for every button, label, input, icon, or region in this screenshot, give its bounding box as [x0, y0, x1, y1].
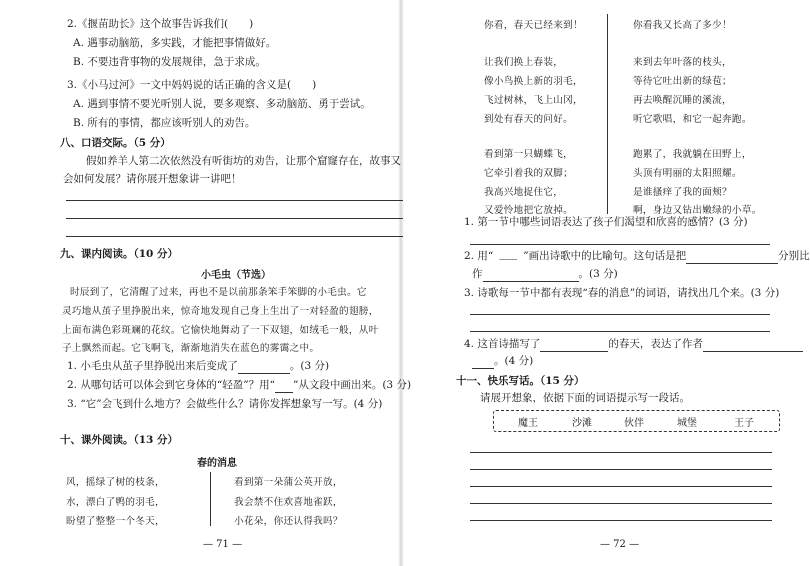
- q2-option-b: B. 不要违背事物的发展规律，急于求成。: [73, 56, 266, 68]
- column-divider: [210, 472, 211, 526]
- poem-line: 又爱怜地把它放掉。: [484, 205, 574, 216]
- s9-q2-text: 2. 从哪句话可以体会到它身体的“轻盈”？用“: [67, 379, 275, 391]
- section-10-title: 十、课外阅读。（13 分）: [60, 434, 179, 446]
- hint-word: 伙伴: [624, 418, 644, 429]
- s9-q2-rest: ”从文段中画出来。(3 分): [292, 379, 412, 391]
- poem-line: 飞过树林，飞上山冈，: [484, 95, 583, 106]
- poem-title: 春的消息: [197, 458, 237, 469]
- answer-line[interactable]: [66, 236, 403, 237]
- r-question-1: 1. 第一节中哪些词语表达了孩子们渴望和欣喜的感情？(3 分): [464, 216, 748, 228]
- q3-option-a: A. 遇到事情不要光听别人说，要多观察、多动脑筋、勇于尝试。: [73, 98, 371, 110]
- poem-line: 水，漂白了鸭的羽毛，: [66, 497, 165, 508]
- poem-line: 啊，身边又钻出嫩绿的小草。: [633, 205, 762, 216]
- s9-q1-text: 1. 小毛虫从茧子里挣脱出来后变成了: [67, 360, 238, 372]
- poem-line: 你看，春天已经来到！: [484, 20, 583, 31]
- poem-line: 等待它吐出新的绿苞；: [633, 76, 732, 87]
- answer-blank[interactable]: [540, 337, 608, 352]
- r-q4-score: 。(4 分): [494, 355, 534, 367]
- answer-line[interactable]: [470, 331, 770, 332]
- poem-line: 头顶有明丽的太阳照耀。: [633, 168, 742, 179]
- r-q2-text: 2. 用“: [464, 250, 494, 262]
- wavy-line-mark: ﹏﹏: [499, 252, 518, 262]
- poem-line: 到处有春天的问好。: [484, 114, 574, 125]
- poem-line: 再去唤醒沉睡的溪流，: [633, 95, 732, 106]
- poem-line: 盼望了整整一个冬天，: [66, 516, 165, 527]
- poem-line: 看到第一只蝴蝶飞，: [484, 149, 574, 160]
- q3-stem: 3.《小马过河》一文中妈妈说的话正确的含义是( ): [67, 79, 317, 91]
- article-line: 上面布满色彩斑斓的花纹。它愉快地舞动了一下双翅，如绒毛一般，从叶: [62, 325, 379, 336]
- hint-word: 魔王: [518, 418, 538, 429]
- r-question-4-cont: [472, 354, 533, 369]
- poem-line: 你看我又长高了多少！: [633, 20, 732, 31]
- r-question-4: [464, 337, 803, 352]
- poem-line: 看到第一朵蒲公英开放，: [234, 477, 343, 488]
- section-8-title: 八、口语交际。（5 分）: [60, 137, 171, 149]
- r-q2-text-3: 分别比: [778, 250, 810, 262]
- section-9-title: 九、课内阅读。（10 分）: [60, 248, 179, 260]
- r-question-2-cont: [472, 267, 618, 282]
- q3-option-b: B. 所有的事情，都应该听别人的劝告。: [73, 117, 256, 129]
- answer-line[interactable]: [66, 218, 403, 219]
- s9-question-1: [67, 359, 329, 374]
- page-number: — 71 —: [203, 539, 243, 550]
- answer-blank[interactable]: [703, 337, 803, 352]
- s9-question-2: [67, 378, 411, 393]
- poem-line: 跑累了，我就躺在田野上，: [633, 149, 752, 160]
- article-line: 灵巧地从茧子里挣脱出来，惊奇地发现自己身上生出了一对轻盈的翅膀，: [62, 306, 379, 317]
- r-q2-text-4: 作: [472, 268, 483, 280]
- answer-line[interactable]: [470, 244, 770, 245]
- poem-line: 让我们换上春装，: [484, 57, 564, 68]
- hint-word: 王子: [734, 418, 754, 429]
- hint-word: 沙滩: [572, 418, 592, 429]
- poem-line: 小花朵，你还认得我吗？: [234, 516, 343, 527]
- page-number: — 72 —: [600, 539, 640, 550]
- article-line: 时辰到了，它清醒了过来，再也不是以前那条笨手笨脚的小毛虫。它: [70, 287, 367, 298]
- s9-question-3: 3. “它”会飞到什么地方？会做些什么？请你发挥想象写一写。(4 分): [67, 398, 383, 410]
- q2-stem: 2.《揠苗助长》这个故事告诉我们( ): [67, 18, 254, 30]
- r-q2-text-2: ”画出诗歌中的比喻句。这句话是把: [523, 250, 687, 262]
- article-line: 子上飘然而起。它飞啊飞，渐渐地消失在蓝色的雾霭之中。: [62, 343, 320, 354]
- writing-line[interactable]: [470, 469, 772, 470]
- page-fold: [398, 0, 404, 566]
- answer-blank[interactable]: [238, 359, 290, 374]
- section-11-prompt: 请展开想象，依据下面的词语提示写一段话。: [480, 392, 690, 404]
- s9-q1-score: 。(3 分): [289, 360, 330, 372]
- poem-line: 我会禁不住欢喜地雀跃，: [234, 497, 343, 508]
- section-8-paragraph-2: 会如何发展？请你展开想象讲一讲吧！: [63, 173, 242, 185]
- hint-word: 城堡: [677, 418, 697, 429]
- section-8-paragraph-1: 假如养羊人第二次依然没有听街坊的劝告，让那个窟窿存在，故事又: [86, 155, 401, 167]
- answer-blank[interactable]: [472, 354, 494, 369]
- answer-line[interactable]: [66, 200, 403, 201]
- underline-mark: [275, 378, 293, 393]
- r-q4-text: 4. 这首诗描写了: [464, 338, 541, 350]
- poem-line: 它牵引着我的双脚；: [484, 168, 574, 179]
- section-11-title: 十一、快乐写话。（15 分）: [456, 375, 585, 387]
- r-q2-score: 。(3 分): [578, 268, 618, 280]
- article-title: 小毛虫（节选）: [201, 270, 271, 281]
- r-question-3: 3. 诗歌每一节中都有表现“春的消息”的词语，请找出几个来。(3 分): [464, 287, 780, 299]
- poem-line: 我高兴地捉住它，: [484, 187, 564, 198]
- r-q4-text-2: 的春天，表达了作者: [608, 338, 703, 350]
- answer-line[interactable]: [470, 314, 770, 315]
- answer-blank[interactable]: [483, 267, 579, 282]
- writing-line[interactable]: [470, 503, 772, 504]
- r-question-2: [464, 249, 810, 264]
- poem-line: 是谁搔痒了我的面颊？: [633, 187, 732, 198]
- q2-option-a: A. 遇事动脑筋，多实践，才能把事情做好。: [73, 37, 277, 49]
- word-hint-box: [493, 410, 780, 432]
- poem-line: 风，摇绿了树的枝条，: [66, 477, 165, 488]
- writing-line[interactable]: [470, 486, 772, 487]
- poem-line: 像小鸟换上新的羽毛，: [484, 76, 583, 87]
- poem-line: 来到去年叶落的枝头，: [633, 57, 732, 68]
- answer-blank[interactable]: [686, 249, 778, 264]
- writing-line[interactable]: [470, 520, 772, 521]
- poem-line: 听它歌唱，和它一起奔跑。: [633, 114, 752, 125]
- column-divider: [607, 14, 608, 214]
- writing-line[interactable]: [470, 452, 772, 453]
